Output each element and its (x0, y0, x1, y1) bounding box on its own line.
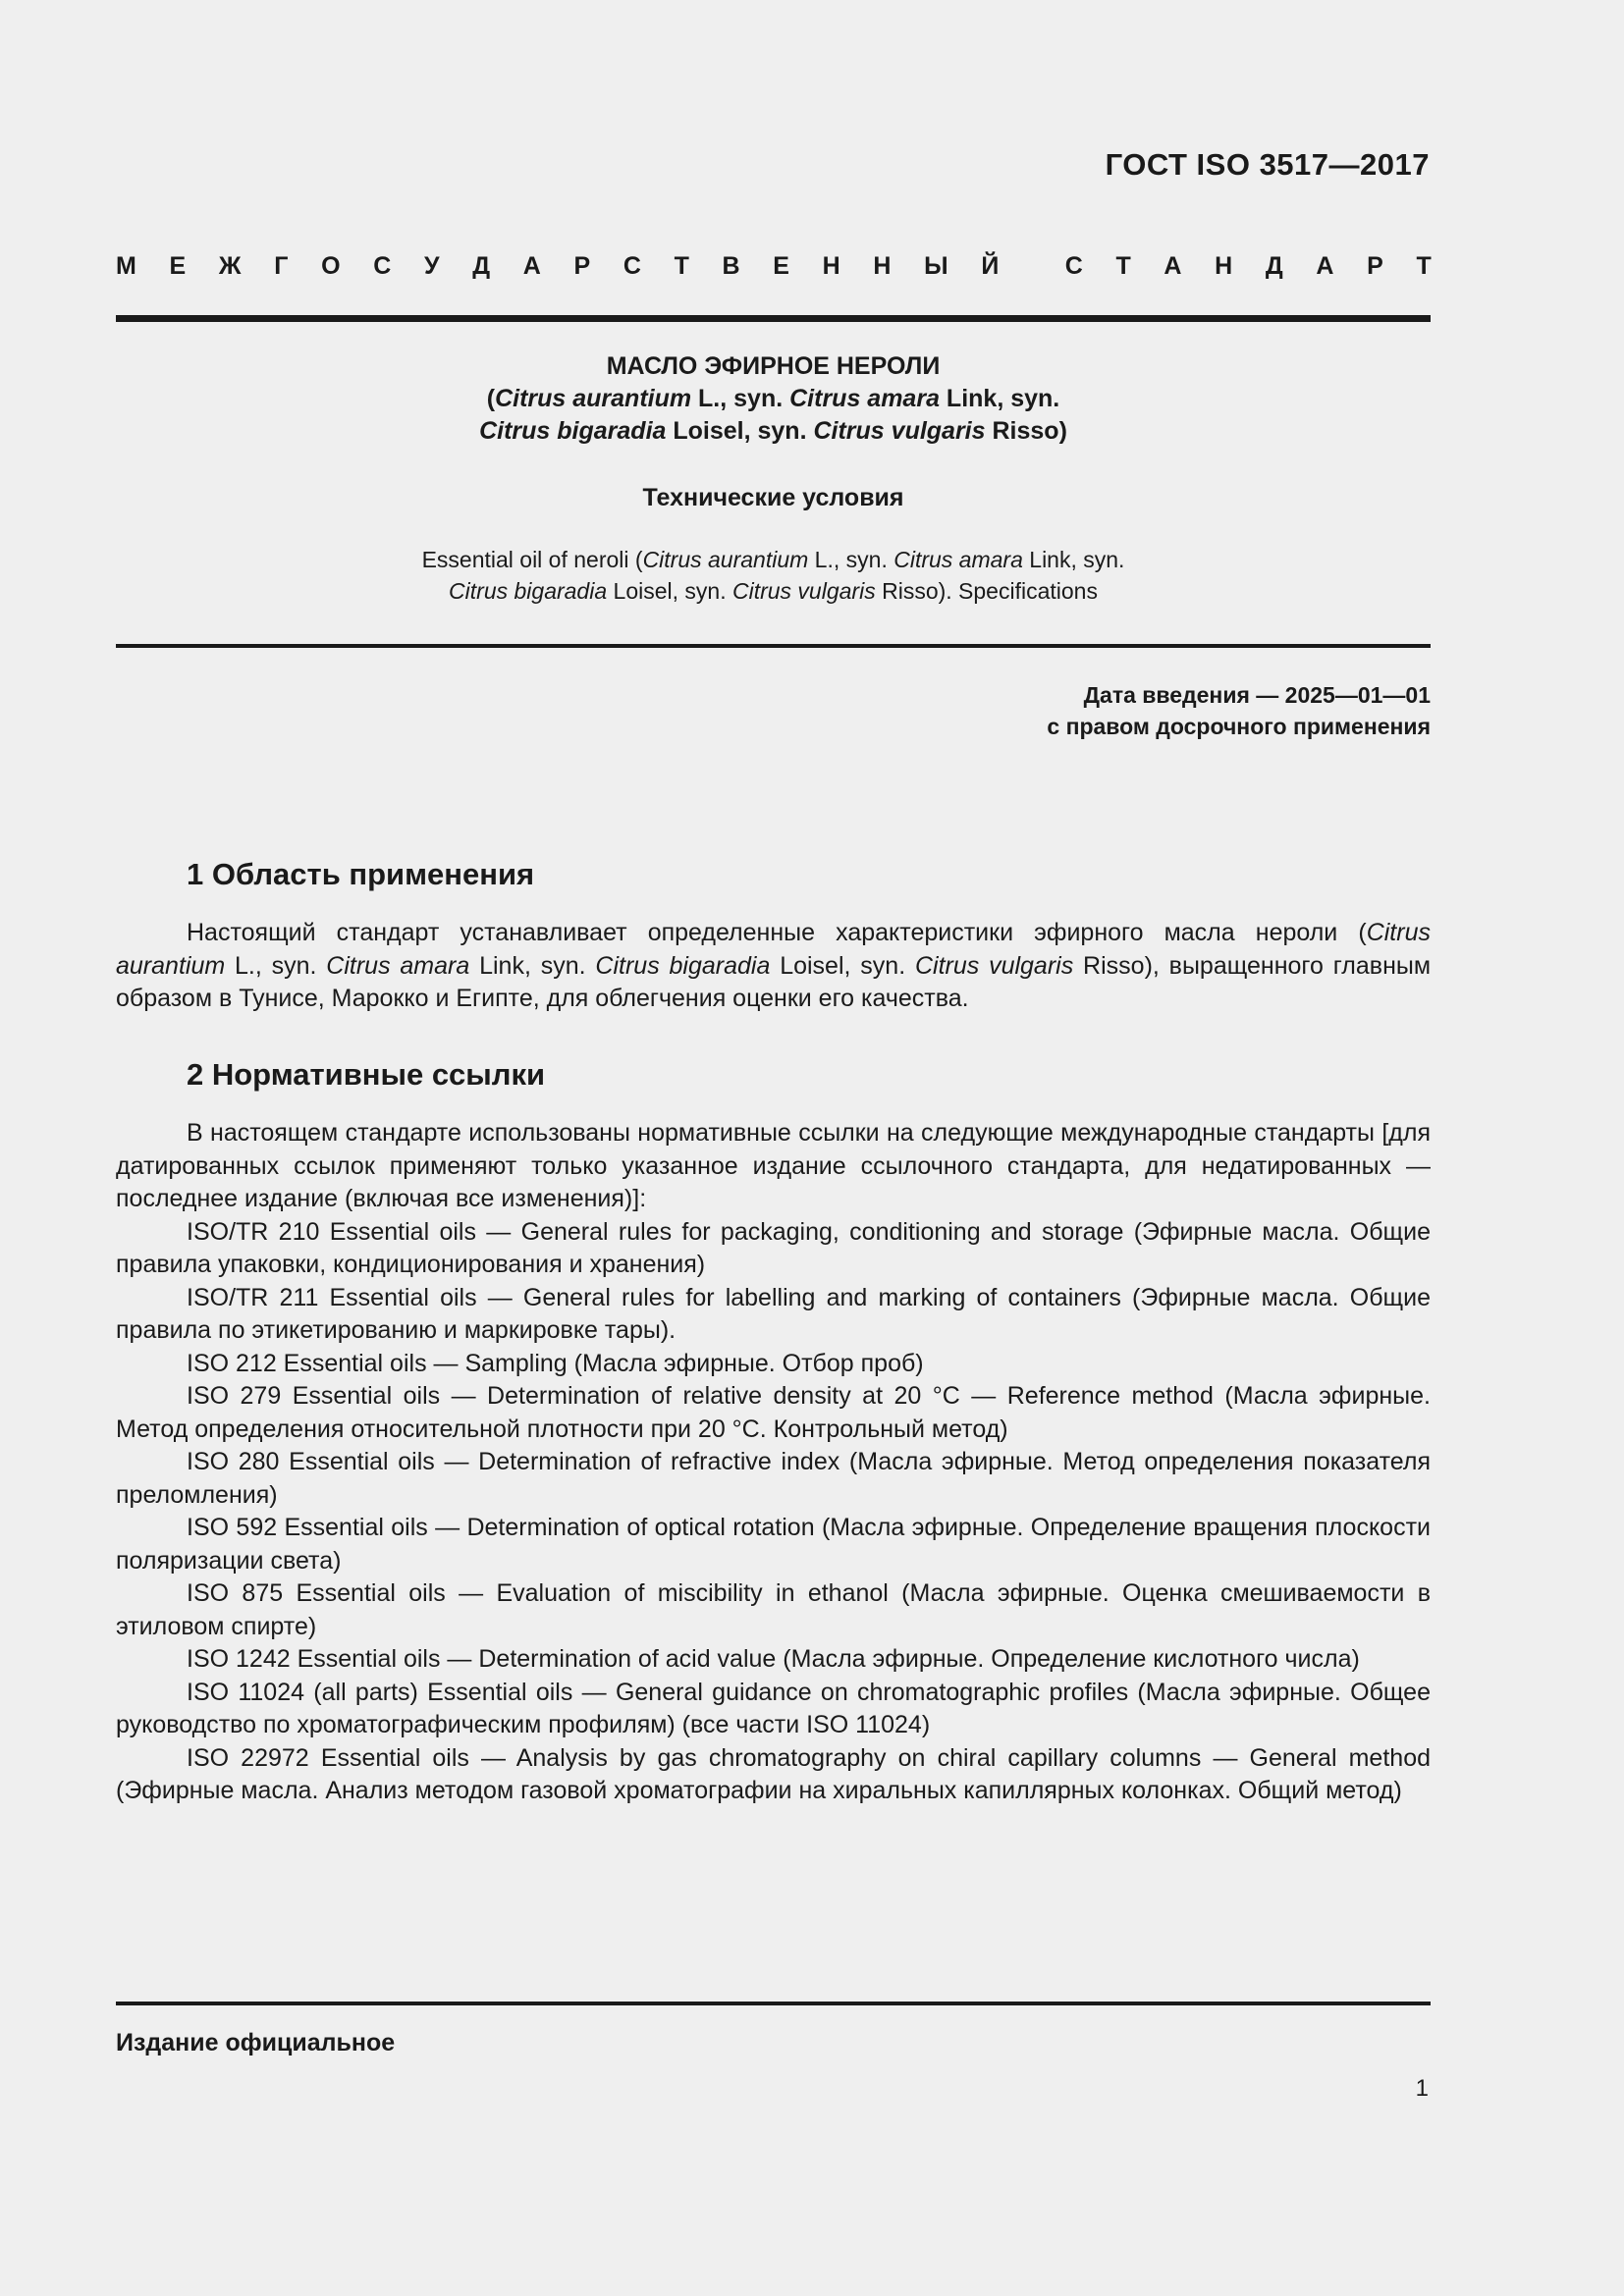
title-letter: Т (1115, 252, 1131, 280)
section-2-body (116, 1117, 1431, 1808)
title-letter: Г (274, 252, 289, 280)
title-letter: А (1316, 252, 1334, 280)
section-2-heading: 2 Нормативные ссылки (187, 1057, 546, 1092)
title-letter: О (321, 252, 341, 280)
reference-item: ISO 279 Essential oils — Determination of relative density at 20 °С — Reference method (Масла эфирные. Метод определения относительной плотности при 20 °С. Контрольный метод) (116, 1382, 1431, 1443)
section-1-paragraph: Настоящий стандарт устанавливает определенные характеристики эфирного масла нероли (Citrus aurantium L., syn. Citrus amara Link, syn. Citrus bigaradia Loisel, syn. Citrus vulgaris Risso), выращенного главным образом в Тунисе, Марокко и Египте, для облегчения оценки его качества. (116, 919, 1432, 1012)
title-letter: В (722, 252, 740, 280)
date-line: Дата введения — 2025—01—01 (1083, 682, 1431, 708)
title-letter: Е (773, 252, 789, 280)
title-letter: Ж (218, 252, 242, 280)
title-letter: А (1164, 252, 1182, 280)
reference-item: ISO/TR 211 Essential oils — General rules for labelling and marking of containers (Эфирные масла. Общие правила по этикетированию и маркировке тары). (116, 1283, 1431, 1344)
section-2-intro: В настоящем стандарте использованы нормативные ссылки на следующие международные стандарты [для датированных ссылок применяют только указанное издание ссылочного стандарта, для недатированных — последнее издание (включая все изменения)]: (116, 1119, 1431, 1212)
title-letter: С (373, 252, 392, 280)
title-letter: Т (1416, 252, 1432, 280)
reference-item: ISO/TR 210 Essential oils — General rules for packaging, conditioning and storage (Эфирные масла. Общие правила упаковки, кондиционирования и хранения) (116, 1217, 1431, 1278)
title-letter: Р (573, 252, 591, 280)
title-letter: С (1064, 252, 1083, 280)
official-edition-label: Издание официальное (116, 2029, 396, 2056)
title-letter: Д (1265, 252, 1283, 280)
reference-item: ISO 22972 Essential oils — Analysis by gas chromatography on chiral capillary columns — General method (Эфирные масла. Анализ методом газовой хроматографии на хиральных капиллярных колонках. Общий метод) (116, 1743, 1431, 1804)
title-letter: М (116, 252, 136, 280)
top-divider (116, 315, 1431, 322)
footer-divider (116, 2002, 1431, 2005)
title-letter: Н (822, 252, 840, 280)
early-application-line: с правом досрочного применения (1047, 714, 1431, 739)
title-line-3: Citrus bigaradia Loisel, syn. Citrus vulgaris Risso) (479, 417, 1067, 445)
title-letter: Д (472, 252, 491, 280)
document-title (116, 350, 1431, 448)
reference-item: ISO 1242 Essential oils — Determination of acid value (Масла эфирные. Определение кислотного числа) (187, 1645, 1360, 1673)
introduction-date (1047, 679, 1431, 742)
standard-type-title (116, 252, 1432, 281)
title-letter: Й (981, 252, 1000, 280)
reference-item: ISO 11024 (all parts) Essential oils — General guidance on chromatographic profiles (Масла эфирные. Общее руководство по хроматографическим профилям) (все части ISO 11024) (116, 1678, 1431, 1738)
title-line-1: МАСЛО ЭФИРНОЕ НЕРОЛИ (606, 352, 941, 380)
title-letter: Ы (924, 252, 948, 280)
reference-item: ISO 212 Essential oils — Sampling (Масла эфирные. Отбор проб) (187, 1349, 924, 1377)
reference-item: ISO 592 Essential oils — Determination of optical rotation (Масла эфирные. Определение вращения плоскости поляризации света) (116, 1514, 1431, 1575)
reference-item: ISO 280 Essential oils — Determination of refractive index (Масла эфирные. Метод определения показателя преломления) (116, 1448, 1431, 1509)
reference-item: ISO 875 Essential oils — Evaluation of miscibility in ethanol (Масла эфирные. Оценка смешиваемости в этиловом спирте) (116, 1579, 1431, 1640)
page-number: 1 (1415, 2075, 1429, 2102)
title-line-2: (Citrus aurantium L., syn. Citrus amara Link, syn. (486, 385, 1060, 412)
title-letter: Н (873, 252, 892, 280)
standard-number: ГОСТ ISO 3517—2017 (1105, 147, 1430, 182)
title-letter: Т (674, 252, 689, 280)
title-letter: У (423, 252, 440, 280)
english-title-line-2: Citrus bigaradia Loisel, syn. Citrus vulgaris Risso). Specifications (449, 578, 1098, 604)
title-letter: Н (1215, 252, 1233, 280)
title-letter: Е (169, 252, 187, 280)
english-title-line-1: Essential oil of neroli (Citrus aurantium L., syn. Citrus amara Link, syn. (421, 547, 1125, 572)
section-1-heading: 1 Область применения (187, 857, 535, 891)
document-subtitle: Технические условия (642, 484, 904, 511)
title-letter: С (623, 252, 641, 280)
english-title (116, 544, 1431, 607)
title-divider (116, 644, 1431, 648)
title-letter: Р (1367, 252, 1383, 280)
title-letter: А (522, 252, 541, 280)
